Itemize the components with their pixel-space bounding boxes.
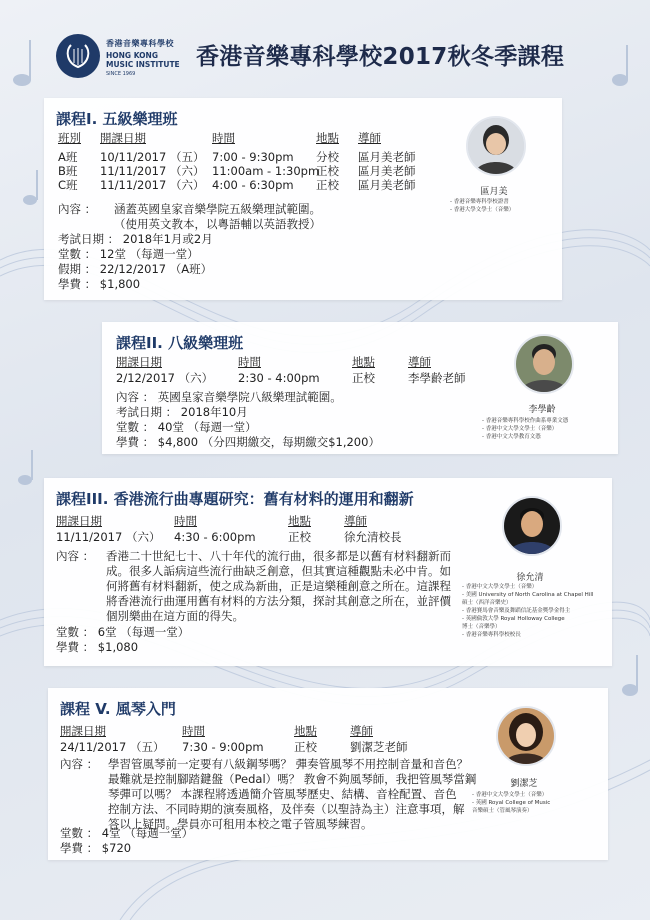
course-1-row-c-class: C班 — [58, 178, 78, 192]
course-3-content-label: 內容 ： — [56, 549, 95, 563]
course-5-date: 24/11/2017 （五） — [60, 740, 165, 754]
logo-since: SINCE 1969 — [106, 71, 136, 77]
teacher-5-name: 劉潔芝 — [510, 779, 538, 789]
logo-english-name-2: MUSIC INSTITUTE — [106, 60, 180, 69]
person-icon — [498, 708, 554, 764]
course-2-card — [102, 322, 618, 454]
course-1-row-c-venue: 正校 — [316, 178, 339, 192]
course-5-title: 課程 V. 風琴入門 — [60, 700, 176, 718]
course-1-content-note: （使用英文教本，以粵語輔以英語教授） — [114, 217, 321, 231]
logo-english-name-1: HONG KONG — [106, 51, 158, 60]
teacher-3-cred-4: - 香港賽馬會音樂及舞蹈信託基金獎學金得主 — [462, 608, 571, 614]
teacher-1-name: 區月美 — [480, 187, 508, 197]
person-icon — [516, 336, 572, 392]
course-1-row-b-date: 11/11/2017 （六） — [100, 164, 205, 178]
course-2-lessons: 堂數 ： 40堂 （每週一堂） — [116, 420, 257, 434]
course-3-header-time: 時間 — [174, 514, 197, 528]
course-3-header-venue: 地點 — [288, 514, 311, 528]
teacher-2-cred-2: - 香港中文大學文學士（音樂） — [482, 426, 558, 432]
school-logo-text — [106, 38, 186, 77]
course-3-date: 11/11/2017 （六） — [56, 530, 161, 544]
course-3-time: 4:30 - 6:00pm — [174, 530, 256, 544]
course-3-content-line-5: 個別樂曲在這方面的得失。 — [106, 609, 244, 623]
teacher-5-cred-2: - 英國 Royal College of Music — [472, 800, 551, 806]
course-1-title: 課程I. 五級樂理班 — [56, 110, 178, 128]
course-3-card — [44, 478, 612, 666]
course-2-teacher: 李學齡老師 — [408, 371, 466, 385]
course-1-row-b-class: B班 — [58, 164, 78, 178]
course-5-content-line-1: 學習管風琴前一定要有八級鋼琴嗎？ 彈奏管風琴不用控制音量和音色？ — [108, 757, 469, 771]
course-5-content-line-5: 答以上疑問。學員亦可租用本校之電子管風琴練習。 — [108, 817, 373, 831]
course-1-header-venue: 地點 — [316, 131, 339, 145]
teacher-3-cred-6: 博士（音樂學） — [462, 624, 501, 630]
course-5-teacher: 劉潔芝老師 — [350, 740, 408, 754]
course-3-header-teacher: 導師 — [344, 514, 367, 528]
course-1-row-a-class: A班 — [58, 150, 78, 164]
teacher-3-cred-3: 碩士（西洋音樂史） — [462, 600, 512, 606]
teacher-5-photo — [496, 706, 556, 766]
course-1-row-a-date: 10/11/2017 （五） — [100, 150, 205, 164]
course-3-venue: 正校 — [288, 530, 311, 544]
lyre-icon — [63, 41, 93, 71]
course-5-content-line-2: 最難就是控制腳踏鍵盤（Pedal）嗎？ 教會不夠風琴師，我把管風琴當鋼 — [108, 772, 477, 786]
teacher-2-photo — [514, 334, 574, 394]
course-1-header-time: 時間 — [212, 131, 235, 145]
course-1-row-c-date: 11/11/2017 （六） — [100, 178, 205, 192]
person-icon — [504, 498, 560, 554]
course-3-fee: 學費 ： $1,080 — [56, 640, 139, 654]
teacher-3-cred-1: - 香港中文大學文學士（音樂） — [462, 584, 538, 590]
course-3-teacher: 徐允清校長 — [344, 530, 402, 544]
course-3-content-line-3: 何將舊有材料翻新，使之成為新曲，正是這樂種創意之所在。這課程 — [106, 579, 451, 593]
course-1-row-b-teacher: 區月美老師 — [358, 164, 416, 178]
teacher-1-cred-1: - 香港音樂專科學校證書 — [450, 199, 509, 205]
course-1-row-a-teacher: 區月美老師 — [358, 150, 416, 164]
teacher-5-cred-1: - 香港中文大學文學士（音樂） — [472, 792, 548, 798]
course-5-content-line-4: 控制方法、不同時期的演奏風格，及伴奏（以聖詩為主）注意事項，解 — [108, 802, 465, 816]
course-2-header-venue: 地點 — [352, 355, 375, 369]
course-1-row-a-venue: 分校 — [316, 150, 339, 164]
course-2-header-time: 時間 — [238, 355, 261, 369]
teacher-5-cred-3: 音樂碩士（管風琴演奏） — [472, 808, 533, 814]
course-2-venue: 正校 — [352, 371, 375, 385]
course-1-fee: 學費 ： $1,800 — [58, 277, 141, 291]
course-3-content-line-1: 香港二十世紀七十、八十年代的流行曲，很多都是以舊有材料翻新而 — [106, 549, 451, 563]
teacher-2-cred-3: - 香港中文大學教育文憑 — [482, 434, 541, 440]
course-1-header-class: 班別 — [58, 131, 81, 145]
course-5-header-date: 開課日期 — [60, 724, 106, 738]
course-5-time: 7:30 - 9:00pm — [182, 740, 264, 754]
course-2-exam-date: 考試日期 ： 2018年10月 — [116, 405, 248, 419]
teacher-2-name: 李學齡 — [528, 405, 556, 415]
course-3-content-line-4: 將香港流行曲運用舊有材料的方法分類，探討其創意之所在，並評價 — [106, 594, 451, 608]
course-1-row-c-time: 4:00 - 6:30pm — [212, 178, 294, 192]
course-5-header-teacher: 導師 — [350, 724, 373, 738]
course-2-content: 內容 ： 英國皇家音樂學院八級樂理試範圍。 — [116, 390, 342, 404]
course-1-exam-date: 考試日期 ： 2018年1月或2月 — [58, 232, 213, 246]
course-3-header-date: 開課日期 — [56, 514, 102, 528]
teacher-3-photo — [502, 496, 562, 556]
teacher-3-cred-7: - 香港音樂專科學校校長 — [462, 632, 521, 638]
course-1-row-c-teacher: 區月美老師 — [358, 178, 416, 192]
course-5-lessons: 堂數 ： 4堂 （每週一堂） — [60, 826, 194, 840]
course-1-row-b-time: 11:00am - 1:30pm — [212, 164, 320, 178]
course-5-content-line-3: 琴彈可以嗎？ 本課程將透過簡介管風琴歷史、結構、音栓配置、音色 — [108, 787, 457, 801]
course-1-lessons: 堂數 ： 12堂 （每週一堂） — [58, 247, 199, 261]
course-2-header-date: 開課日期 — [116, 355, 162, 369]
course-5-header-time: 時間 — [182, 724, 205, 738]
school-logo — [56, 34, 100, 78]
course-5-content-label: 內容 ： — [60, 757, 99, 771]
course-5-card — [48, 688, 608, 860]
teacher-1-cred-2: - 香港大學文學士（音樂） — [450, 207, 515, 213]
course-1-header-teacher: 導師 — [358, 131, 381, 145]
teacher-3-name: 徐允清 — [516, 573, 544, 583]
course-1-header-date: 開課日期 — [100, 131, 146, 145]
course-2-time: 2:30 - 4:00pm — [238, 371, 320, 385]
course-3-content-line-2: 成。很多人詬病這些流行曲缺乏創意，但其實這種觀點未必中肯。如 — [106, 564, 451, 578]
course-2-title: 課程II. 八級樂理班 — [116, 334, 244, 352]
course-3-title: 課程III. 香港流行曲專題研究：舊有材料的運用和翻新 — [56, 490, 414, 508]
teacher-2-cred-1: - 香港音樂專科學校作曲系專業文憑 — [482, 418, 569, 424]
course-2-fee: 學費 ： $4,800 （分四期繳交，每期繳交$1,200） — [116, 435, 380, 449]
course-5-venue: 正校 — [294, 740, 317, 754]
course-1-row-b-venue: 正校 — [316, 164, 339, 178]
person-icon — [468, 118, 524, 174]
course-2-date: 2/12/2017 （六） — [116, 371, 214, 385]
course-1-card — [44, 98, 562, 300]
course-1-row-a-time: 7:00 - 9:30pm — [212, 150, 294, 164]
teacher-3-cred-2: - 美國 University of North Carolina at Chapel Hill — [462, 592, 594, 598]
page-header — [0, 0, 650, 98]
course-3-lessons: 堂數 ： 6堂 （每週一堂） — [56, 625, 190, 639]
course-5-header-venue: 地點 — [294, 724, 317, 738]
teacher-1-photo — [466, 116, 526, 176]
course-1-content-label: 內容 ： — [58, 202, 97, 216]
page-title: 香港音樂專科學校2017秋冬季課程 — [196, 44, 565, 70]
course-5-fee: 學費 ： $720 — [60, 841, 132, 855]
course-1-content: 涵蓋英國皇家音樂學院五級樂理試範圍。 — [114, 202, 321, 216]
course-1-holiday: 假期 ： 22/12/2017 （A班） — [58, 262, 213, 276]
teacher-3-cred-5: - 英國倫敦大學 Royal Holloway College — [462, 616, 565, 622]
logo-chinese-name: 香港音樂專科學校 — [106, 39, 174, 48]
course-2-header-teacher: 導師 — [408, 355, 431, 369]
